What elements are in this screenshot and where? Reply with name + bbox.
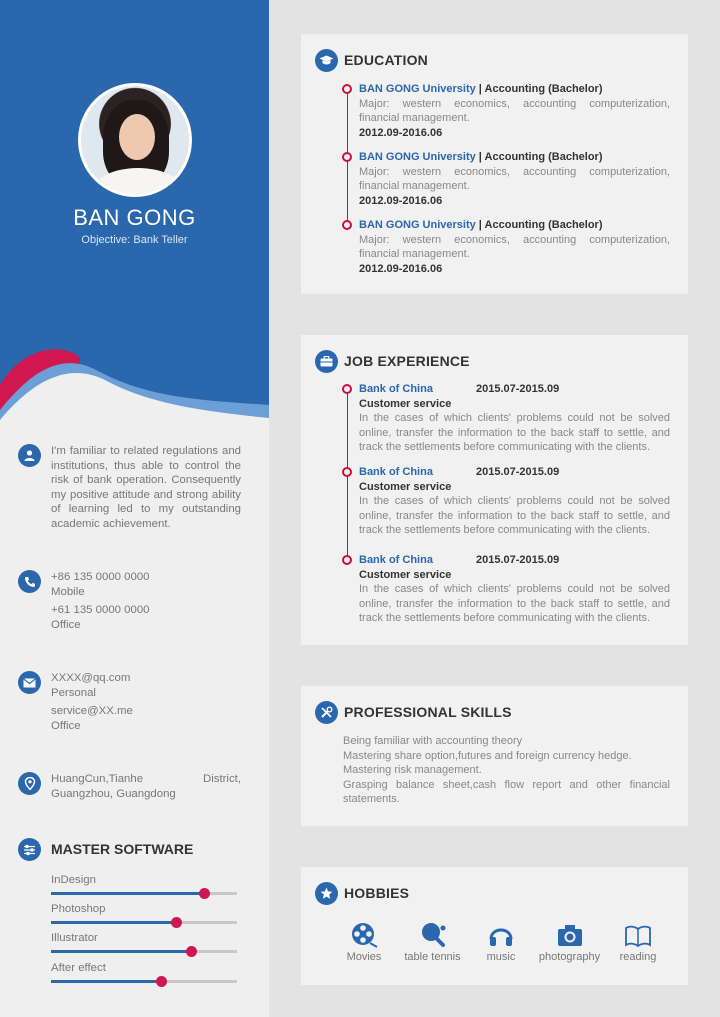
tools-icon — [315, 701, 338, 724]
hobby-movies: Movies — [331, 921, 397, 971]
book-icon — [605, 921, 671, 949]
hobby-list — [331, 921, 671, 971]
software-heading — [18, 837, 258, 861]
mail-icon — [18, 671, 41, 694]
job-description: In the cases of which clients' problems could not be solved online, transfer the information to the back staff to settle, and track the settlements before communicating with the clients. — [359, 583, 670, 625]
education-entry — [359, 82, 670, 140]
skill-fill — [51, 892, 204, 895]
mobile-number[interactable]: +86 135 0000 0000 — [51, 571, 150, 583]
skill-level-handle — [186, 946, 197, 957]
personal-email-label: Personal — [51, 686, 96, 699]
skills-card — [301, 686, 688, 826]
hobby-photography: photography — [537, 921, 603, 971]
major: Major: western economics, accounting computerization, financial management. — [359, 165, 670, 193]
separator: | — [475, 151, 485, 163]
study-dates: 2012.09-2016.06 — [359, 262, 443, 275]
left-column — [0, 0, 269, 1017]
office-number[interactable]: +61 135 0000 0000 — [51, 604, 150, 617]
experience-title: JOB EXPERIENCE — [344, 353, 470, 369]
company-name: Bank of China — [359, 383, 433, 395]
job-entry — [359, 465, 670, 538]
school-name: BAN GONG University — [359, 151, 476, 163]
major: Major: western economics, accounting computerization, financial management. — [359, 97, 670, 125]
job-description: In the cases of which clients' problems could not be solved online, transfer the information to the back staff to settle, and track the settlements before communicating with the clients. — [359, 495, 670, 537]
school-name: BAN GONG University — [359, 219, 476, 231]
person-icon — [18, 444, 41, 467]
about-text: I'm familiar to related regulations and institutions, thus able to control the risk of bank operation. Consequently my positive attitude and strong ability of learning led to my outstanding academic achievement. — [51, 445, 241, 530]
company-name: Bank of China — [359, 466, 433, 478]
timeline-dot — [342, 467, 352, 477]
location-icon — [18, 772, 41, 795]
hobbies-title: HOBBIES — [344, 885, 410, 901]
job-role: Customer service — [359, 480, 452, 493]
briefcase-icon — [315, 350, 338, 373]
skill-fill — [51, 980, 161, 983]
study-dates: 2012.09-2016.06 — [359, 126, 443, 139]
film-reel-icon — [331, 921, 397, 949]
skill-fill — [51, 921, 176, 924]
software-title: MASTER SOFTWARE — [51, 841, 194, 857]
job-dates: 2015.07-2015.09 — [476, 554, 560, 566]
software-skill-name: After effect — [51, 962, 106, 974]
software-skill — [51, 928, 237, 946]
experience-card — [301, 335, 688, 645]
skills-text — [343, 734, 670, 807]
software-skill — [51, 958, 237, 976]
hobbies-card — [301, 867, 688, 985]
degree: Accounting (Bachelor) — [484, 151, 603, 163]
job-entry — [359, 382, 670, 455]
school-name: BAN GONG University — [359, 83, 476, 95]
personal-email[interactable]: XXXX@qq.com — [51, 672, 131, 684]
skills-title: PROFESSIONAL SKILLS — [344, 704, 512, 720]
skill-fill — [51, 950, 191, 953]
job-role: Customer service — [359, 568, 452, 581]
education-entry — [359, 150, 670, 208]
skill-level-handle — [171, 917, 182, 928]
office-label: Office — [51, 618, 81, 631]
timeline-dot — [342, 152, 352, 162]
phone-icon — [18, 570, 41, 593]
education-title: EDUCATION — [344, 52, 428, 68]
company-name: Bank of China — [359, 554, 433, 566]
education-card — [301, 34, 688, 294]
hobby-music: music — [468, 921, 534, 971]
separator: | — [475, 83, 485, 95]
timeline-dot — [342, 220, 352, 230]
software-skill-name: InDesign — [51, 874, 96, 886]
job-role: Customer service — [359, 397, 452, 410]
candidate-name: BAN GONG — [73, 205, 196, 230]
address-text: HuangCun,Tianhe District, Guangzhou, Guangdong — [51, 773, 241, 800]
software-skill — [51, 899, 237, 917]
mobile-label: Mobile — [51, 585, 85, 598]
table-tennis-icon — [400, 921, 466, 949]
study-dates: 2012.09-2016.06 — [359, 194, 443, 207]
timeline-dot — [342, 84, 352, 94]
headphones-icon — [468, 921, 534, 949]
software-skill-name: Photoshop — [51, 903, 106, 915]
separator: | — [475, 219, 485, 231]
skill-line: Being familiar with accounting theory — [343, 735, 523, 747]
office-email[interactable]: service@XX.me — [51, 705, 133, 718]
skill-level-handle — [156, 976, 167, 987]
hobby-table-tennis: table tennis — [400, 921, 466, 971]
job-entry — [359, 553, 670, 626]
star-icon — [315, 882, 338, 905]
profile-photo — [78, 83, 192, 197]
education-entry — [359, 218, 670, 276]
camera-icon — [537, 921, 603, 949]
skill-line: Mastering share option,futures and foreign currency hedge. — [343, 749, 632, 762]
timeline-dot — [342, 555, 352, 565]
skill-level-handle — [199, 888, 210, 899]
skill-line: Mastering risk management. — [343, 764, 482, 777]
software-skill-name: Illustrator — [51, 932, 98, 944]
job-dates: 2015.07-2015.09 — [476, 466, 560, 478]
hobby-reading: reading — [605, 921, 671, 971]
objective: Objective: Bank Teller — [81, 234, 188, 246]
degree: Accounting (Bachelor) — [484, 219, 603, 231]
job-dates: 2015.07-2015.09 — [476, 383, 560, 395]
major: Major: western economics, accounting computerization, financial management. — [359, 233, 670, 261]
timeline-dot — [342, 384, 352, 394]
sliders-icon — [18, 838, 41, 861]
graduation-cap-icon — [315, 49, 338, 72]
software-skill — [51, 870, 237, 888]
job-description: In the cases of which clients' problems could not be solved online, transfer the information to the back staff to settle, and track the settlements before communicating with the clients. — [359, 412, 670, 454]
office-email-label: Office — [51, 719, 81, 732]
skill-line: Grasping balance sheet,cash flow report and other financial statements. — [343, 778, 670, 806]
degree: Accounting (Bachelor) — [484, 83, 603, 95]
